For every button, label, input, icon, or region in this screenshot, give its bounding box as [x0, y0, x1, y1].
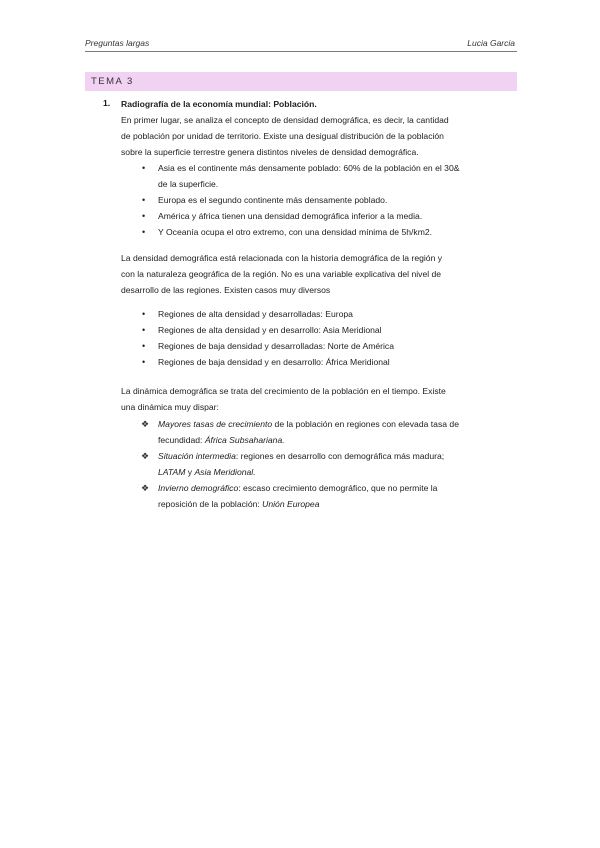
header-author: Lucia Garcia: [467, 38, 515, 48]
dynamics-item-line: [158, 464, 256, 480]
bullet-icon: •: [142, 227, 146, 237]
page-header: [85, 38, 517, 52]
dynamics-term: Mayores tasas de crecimiento: [158, 419, 273, 429]
paragraph-line: La densidad demográfica está relacionada con la historia demográfica de la región y: [121, 253, 443, 263]
intro-line: de población por unidad de territorio. Existe una desigual distribución de la población: [121, 131, 444, 141]
paragraph-line: con la naturaleza geográfica de la región. No es una variable explicativa del nivel de: [121, 269, 442, 279]
paragraph-line: una dinámica muy dispar:: [121, 402, 219, 412]
dynamics-item-line: [158, 448, 516, 464]
dynamics-region: África Subsahariana.: [204, 435, 285, 445]
dynamics-text: : escaso crecimiento demográfico, que no permite la: [238, 483, 438, 493]
list-item: Regiones de baja densidad y desarrolladas: Norte de América: [158, 341, 394, 351]
list-item: Regiones de baja densidad y en desarrollo: África Meridional: [158, 357, 390, 367]
section-number: 1.: [103, 98, 111, 108]
dynamics-region: LATAM: [158, 467, 186, 477]
dynamics-item-line: [158, 432, 285, 448]
intro-line: sobre la superficie terrestre genera distintos niveles de densidad demográfica.: [121, 147, 419, 157]
dynamics-region: Asia Meridional.: [194, 467, 256, 477]
dynamics-text: reposición de la población:: [158, 499, 263, 509]
tema-banner: [85, 72, 517, 91]
bullet-icon: •: [142, 341, 146, 351]
bullet-icon: •: [142, 163, 146, 173]
dynamics-term: Situación intermedia: [158, 451, 236, 461]
dynamics-text: : regiones en desarrollo con demográfica más madura;: [235, 451, 445, 461]
list-item: Europa es el segundo continente más densamente poblado.: [158, 195, 388, 205]
tema-label: TEMA 3: [91, 76, 134, 87]
paragraph-line: desarrollo de las regiones. Existen casos muy diversos: [121, 285, 331, 295]
list-item: América y áfrica tienen una densidad demográfica inferior a la media.: [158, 211, 423, 221]
list-item: Regiones de alta densidad y desarrolladas: Europa: [158, 309, 353, 319]
intro-line: En primer lugar, se analiza el concepto de densidad demográfica, es decir, la cantidad: [121, 115, 449, 125]
header-left-title: Preguntas largas: [85, 38, 150, 48]
section-title: Radiografía de la economía mundial: Población.: [121, 99, 317, 109]
paragraph-line: La dinámica demográfica se trata del crecimiento de la población en el tiempo. Existe: [121, 386, 446, 396]
dynamics-text: de la población en regiones con elevada tasa de: [272, 419, 459, 429]
bullet-icon: •: [142, 357, 146, 367]
dynamics-term: Invierno demográfico: [158, 483, 239, 493]
bullet-icon: •: [142, 325, 146, 335]
dynamics-text: y: [185, 467, 195, 477]
bullet-icon: •: [142, 309, 146, 319]
list-item-continuation: de la superficie.: [158, 179, 219, 189]
dynamics-item-line: [158, 496, 320, 512]
diamond-bullet-icon: ❖: [141, 451, 150, 461]
list-item: Regiones de alta densidad y en desarrollo: Asia Meridional: [158, 325, 382, 335]
diamond-bullet-icon: ❖: [141, 483, 150, 493]
dynamics-text: fecundidad:: [158, 435, 205, 445]
dynamics-region: Unión Europea: [262, 499, 320, 509]
dynamics-item-line: [158, 416, 516, 432]
list-item: Y Oceanía ocupa el otro extremo, con una densidad mínima de 5h/km2.: [158, 227, 433, 237]
bullet-icon: •: [142, 195, 146, 205]
diamond-bullet-icon: ❖: [141, 419, 150, 429]
list-item: Asia es el continente más densamente poblado: 60% de la población en el 30&: [158, 163, 460, 173]
dynamics-item-line: [158, 480, 516, 496]
bullet-icon: •: [142, 211, 146, 221]
